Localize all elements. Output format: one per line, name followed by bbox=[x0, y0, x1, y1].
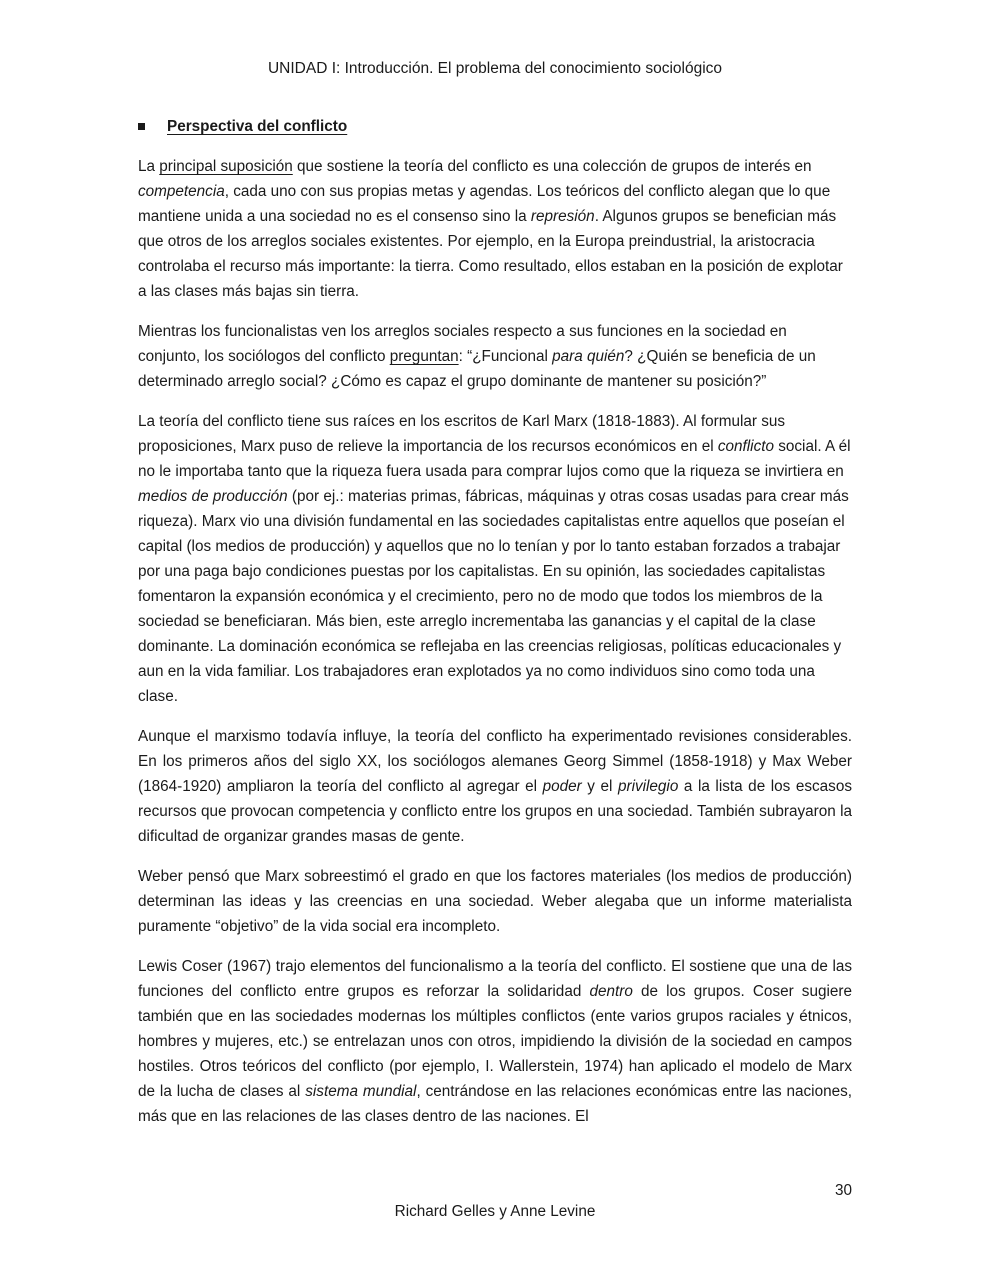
text-span: Lewis Coser (1967) trajo elementos del funcionalismo a la teoría del conflicto. El sostiene que una de las funciones del conflicto entre grupos es reforzar la solidaridad bbox=[138, 958, 852, 1000]
paragraph-2 bbox=[138, 319, 852, 394]
italic-text: represión bbox=[530, 208, 595, 225]
text-span: La teoría del conflicto tiene sus raíces en los escritos de Karl Marx (1818-1883). Al formular sus proposiciones, Marx puso de relieve la importancia de los recursos económicos en el bbox=[138, 413, 786, 455]
text-span: , cada uno con sus propias metas y agendas. Los teóricos del conflicto alegan que lo que mantiene unida a una sociedad no es el consenso sino la bbox=[138, 183, 831, 225]
paragraph-5 bbox=[138, 864, 852, 939]
running-header: UNIDAD I: Introducción. El problema del conocimiento sociológico bbox=[267, 60, 723, 77]
text-span: : “¿Funcional bbox=[458, 348, 553, 365]
running-footer: Richard Gelles y Anne Levine bbox=[394, 1203, 596, 1220]
text-span: social. A él no le importaba tanto que la riqueza fuera usada para comprar lujos como que la riqueza se invirtiera en bbox=[138, 438, 851, 480]
underlined-text: preguntan bbox=[389, 348, 459, 365]
text-span: Weber pensó que Marx sobreestimó el grado en que los factores materiales (los medios de producción) determinan las ideas y las creencias en una sociedad. Weber alegaba que un informe materialista puramente “objetivo” de la vida social era incompleto. bbox=[138, 868, 852, 935]
italic-text: conflicto bbox=[717, 438, 774, 455]
text-span: (por ej.: materias primas, fábricas, máquinas y otras cosas usadas para crear más riqueza). Marx vio una división fundamental en las sociedades capitalistas entre aquellos que poseían el capital (los medios de producción) y aquellos que no lo tenían y por lo tanto estaban forzados a trabajar por una paga bajo condiciones puestas por los capitalistas. En su opinión, las sociedades capitalistas fomentaron la expansión económica y el crecimiento, pero no de modo que todos los miembros de la sociedad se beneficiaran. Más bien, este arreglo incrementaba las ganancias y el capital de la clase dominante. La dominación económica se reflejaba en las creencias religiosas, políticas educacionales y aun en la vida familiar. Los trabajadores eran explotados ya no como individuos sino como toda una clase. bbox=[138, 488, 849, 705]
italic-text: dentro bbox=[589, 983, 633, 1000]
section-heading-title: Perspectiva del conflicto bbox=[167, 118, 348, 135]
paragraph-3 bbox=[138, 409, 852, 709]
italic-text: competencia bbox=[138, 183, 225, 200]
paragraph-4 bbox=[138, 724, 852, 849]
text-span: que sostiene la teoría del conflicto es una colección de grupos de interés en bbox=[292, 158, 812, 175]
paragraph-1 bbox=[138, 154, 852, 304]
italic-text: poder bbox=[542, 778, 582, 795]
text-span: La bbox=[138, 158, 160, 175]
italic-text: para quién bbox=[552, 348, 625, 365]
text-span: a la lista de los escasos recursos que provocan competencia y conflicto entre los grupos en una sociedad. También subrayaron la dificultad de organizar grandes masas de gente. bbox=[138, 778, 852, 845]
text-span: , centrándose en las relaciones económicas entre las naciones, más que en las relaciones de las clases dentro de las naciones. El bbox=[138, 1083, 852, 1125]
italic-text: sistema mundial bbox=[305, 1083, 417, 1100]
text-span: Aunque el marxismo todavía influye, la teoría del conflicto ha experimentado revisiones considerables. En los primeros años del siglo XX, los sociólogos alemanes Georg Simmel (1858-1918) y Max Weber (1864-1920) ampliaron la teoría del conflicto al agregar el bbox=[138, 728, 852, 795]
paragraph-6 bbox=[138, 954, 852, 1129]
text-span: ? ¿Quién se beneficia de un determinado arreglo social? ¿Cómo es capaz el grupo dominante de mantener su posición?” bbox=[138, 348, 816, 390]
square-bullet-icon bbox=[138, 123, 145, 130]
text-span: Mientras los funcionalistas ven los arreglos sociales respecto a sus funciones en la sociedad en conjunto, los sociólogos del conflicto bbox=[138, 323, 787, 365]
text-span: y el bbox=[581, 778, 618, 795]
page-number: 30 bbox=[834, 1182, 852, 1199]
underlined-text: principal suposición bbox=[159, 158, 293, 175]
italic-text: privilegio bbox=[617, 778, 679, 795]
text-span: . Algunos grupos se benefician más que otros de los arreglos sociales existentes. Por ejemplo, en la Europa preindustrial, la aristocracia controlaba el recurso más importante: la tierra. Como resultado, ellos estaban en la posición de explotar a las clases más bajas sin tierra. bbox=[138, 208, 843, 300]
italic-text: medios de producción bbox=[138, 488, 288, 505]
text-span: de los grupos. Coser sugiere también que en las sociedades modernas los múltiples conflictos (ente varios grupos raciales y étnicos, hombres y mujeres, etc.) se entrelazan unos con otros, impidiendo la división de la sociedad en campos hostiles. Otros teóricos del conflicto (por ejemplo, I. Wallerstein, 1974) han aplicado el modelo de Marx de la lucha de clases al bbox=[138, 983, 852, 1100]
section-heading bbox=[138, 114, 852, 139]
page-content bbox=[138, 114, 852, 1144]
